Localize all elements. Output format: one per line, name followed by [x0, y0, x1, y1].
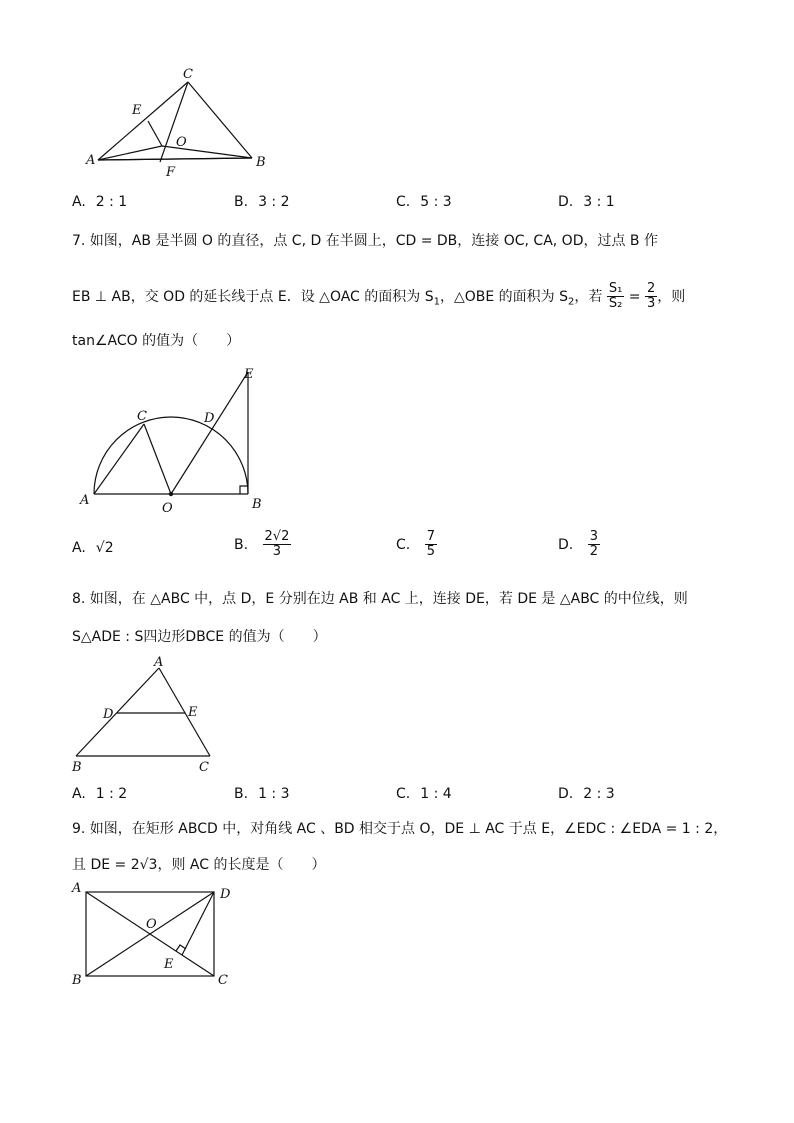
q9-label-e: E [164, 957, 174, 972]
q7-line1: 7. 如图，AB 是半圆 O 的直径，点 C, D 在半圆上，CD = DB，连接 OC, CA, OD，过点 B 作 [72, 233, 658, 249]
q6-option-b[interactable]: B. 3 : 2 [234, 194, 290, 210]
q8-option-c[interactable]: C. 1 : 4 [396, 786, 452, 802]
q8-label-e: E [188, 705, 198, 720]
q7-option-b[interactable]: B. $\frac{2√2}{3}$ [234, 529, 290, 560]
q6-label-a: A [86, 153, 96, 168]
q6-label-o: O [176, 135, 187, 150]
q6-label-b: B [256, 155, 266, 170]
q9-label-d: D [220, 887, 231, 902]
q6-option-d[interactable]: D. 3 : 1 [558, 194, 615, 210]
q6-label-c: C [183, 67, 193, 82]
q9-line2: 且 DE = 2√3，则 AC 的长度是（ ） [72, 857, 326, 873]
q7-label-b: B [252, 497, 262, 512]
q7-label-e: E [244, 367, 254, 382]
q7-line2: EB ⊥ AB，交 OD 的延长线于点 E．设 △OAC 的面积为 $S_1$，△OBE 的面积为 $S_2$，若 $\frac{\text{S₁}}{\text{S₂}}$ = $\frac{2}{3}$ ，则 [72, 281, 686, 312]
q8-label-b: B [72, 760, 82, 775]
q6-option-a[interactable]: A. 2 : 1 [72, 194, 128, 210]
q7-label-d: D [204, 411, 215, 426]
q8-figure [66, 654, 226, 776]
q7-line3: tan∠ACO 的值为（ ） [72, 333, 241, 349]
q6-option-c[interactable]: C. 5 : 3 [396, 194, 452, 210]
q6-figure [80, 64, 280, 180]
q8-option-d[interactable]: D. 2 : 3 [558, 786, 615, 802]
q9-label-b: B [72, 973, 82, 988]
q8-label-d: D [103, 707, 114, 722]
q7-ratio-fraction: $\frac{\text{S₁}}{\text{S₂}}$ [608, 281, 623, 312]
q8-option-b[interactable]: B. 1 : 3 [234, 786, 290, 802]
q7-ratio-value: $\frac{2}{3}$ [646, 281, 656, 312]
q7-label-a: A [80, 493, 90, 508]
q9-label-a: A [72, 881, 82, 896]
q7-option-a[interactable]: A. √2 [72, 540, 114, 556]
q7-figure [76, 362, 276, 518]
q6-label-e: E [132, 103, 142, 118]
q8-label-c: C [199, 760, 209, 775]
q8-label-a: A [154, 655, 164, 670]
q7-label-o: O [162, 501, 173, 516]
q6-label-f: F [166, 165, 176, 180]
q9-label-c: C [218, 973, 228, 988]
q8-line1: 8. 如图，在 △ABC 中，点 D，E 分别在边 AB 和 AC 上，连接 DE，若 DE 是 △ABC 的中位线，则 [72, 591, 688, 607]
q9-label-o: O [146, 917, 157, 932]
q8-option-a[interactable]: A. 1 : 2 [72, 786, 128, 802]
q7-label-c: C [137, 409, 147, 424]
q7-option-d[interactable]: D. $\frac{3}{2}$ [558, 529, 598, 560]
q8-line2: S△ADE : S四边形DBCE 的值为（ ） [72, 629, 327, 645]
q9-figure [66, 878, 246, 990]
q7-option-c[interactable]: C. $\frac{7}{5}$ [396, 529, 435, 560]
q9-line1: 9. 如图，在矩形 ABCD 中，对角线 AC 、BD 相交于点 O，DE ⊥ AC 于点 E，∠EDC : ∠EDA = 1 : 2， [72, 821, 728, 837]
